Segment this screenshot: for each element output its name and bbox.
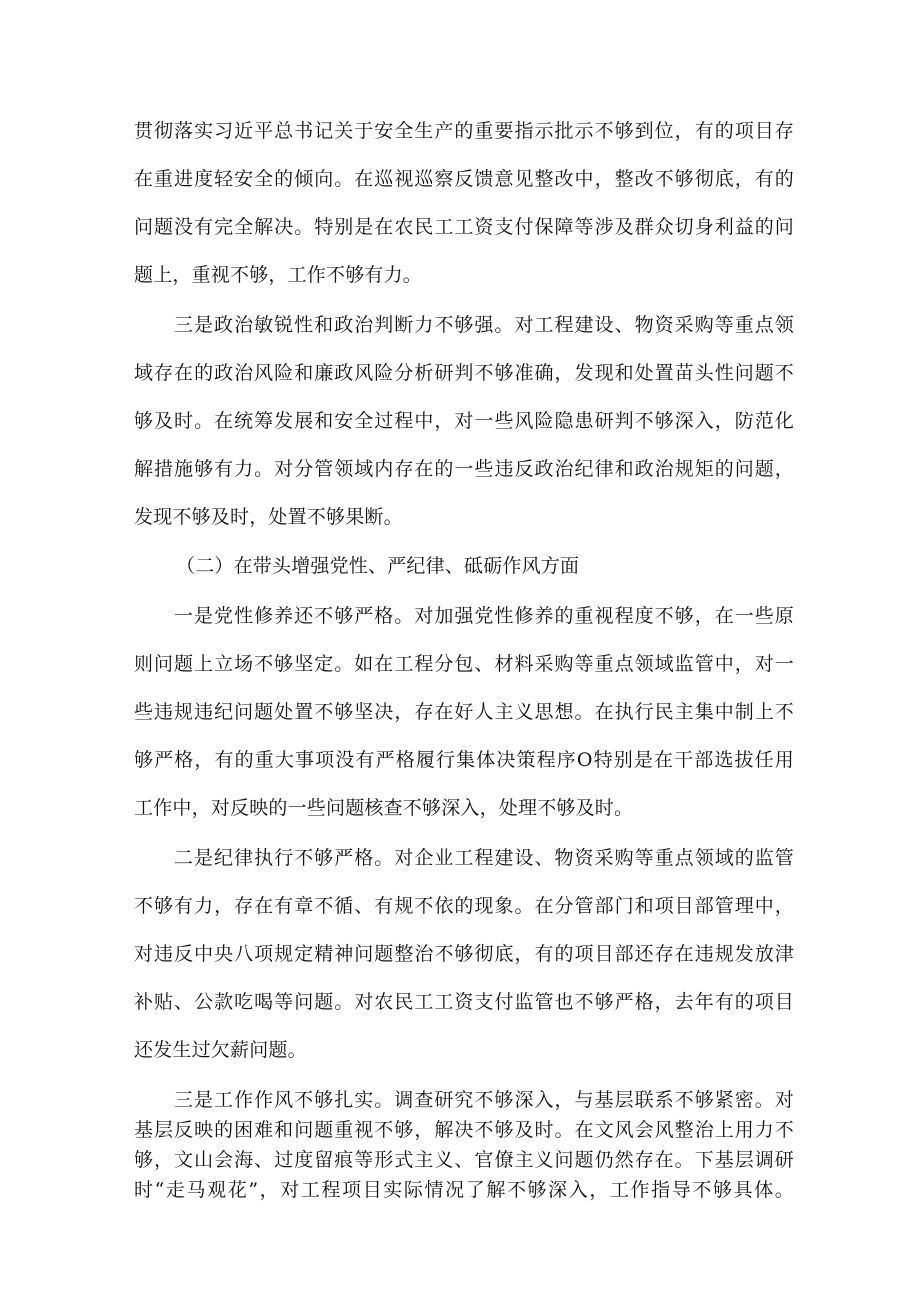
paragraph-first-line: 一是党性修养还不够严格。对加强党性修养的重视程度不够，在一些原 [174, 605, 794, 627]
paragraph-line: 不够有力，存在有章不循、有规不依的现象。在分管部门和项目部管理中， [134, 895, 794, 917]
paragraph-line: 补贴、公款吃喝等问题。对农民工工资支付监管也不够严格，去年有的项目 [134, 991, 794, 1013]
paragraph-line: 够严格，有的重大事项没有严格履行集体决策程序O特别是在干部选拔任用 [134, 749, 794, 771]
section-heading: （二）在带头增强党性、严纪律、砥砺作风方面 [176, 555, 580, 577]
paragraph-line: 还发生过欠薪问题。 [134, 1039, 307, 1061]
paragraph-first-line: 二是纪律执行不够严格。对企业工程建设、物资采购等重点领域的监管 [174, 847, 794, 869]
paragraph-line: 在重进度轻安全的倾向。在巡视巡察反馈意见整改中，整改不够彻底，有的 [134, 168, 794, 190]
paragraph-line: 发现不够及时，处置不够果断。 [134, 506, 403, 528]
paragraph-line: 时“走马观花”，对工程项目实际情况了解不够深入，工作指导不够具体。 [134, 1179, 794, 1201]
paragraph-line: 则问题上立场不够坚定。如在工程分包、材料采购等重点领域监管中，对一 [134, 653, 794, 675]
paragraph-line: 解措施够有力。对分管领域内存在的一些违反政治纪律和政治规矩的问题， [134, 458, 794, 480]
paragraph-line: 够及时。在统筹发展和安全过程中，对一些风险隐患研判不够深入，防范化 [134, 410, 794, 432]
paragraph-line: 基层反映的困难和问题重视不够，解决不够及时。在文风会风整治上用力不 [134, 1119, 794, 1141]
paragraph-first-line: 三是工作作风不够扎实。调查研究不够深入，与基层联系不够紧密。对 [174, 1089, 794, 1111]
paragraph-line: 些违规违纪问题处置不够坚决，存在好人主义思想。在执行民主集中制上不 [134, 701, 794, 723]
paragraph-line: 对违反中央八项规定精神问题整治不够彻底，有的项目部还存在违规发放津 [134, 943, 794, 965]
paragraph-line: 域存在的政治风险和廉政风险分析研判不够准确，发现和处置苗头性问题不 [134, 362, 794, 384]
paragraph-line: 问题没有完全解决。特别是在农民工工资支付保障等涉及群众切身利益的问 [134, 216, 794, 238]
paragraph-line: 工作中，对反映的一些问题核查不够深入，处理不够及时。 [134, 797, 634, 819]
paragraph-line: 贯彻落实习近平总书记关于安全生产的重要指示批示不够到位，有的项目存 [134, 120, 794, 142]
paragraph-line: 够，文山会海、过度留痕等形式主义、官僚主义问题仍然存在。下基层调研 [134, 1149, 794, 1171]
paragraph-first-line: 三是政治敏锐性和政治判断力不够强。对工程建设、物资采购等重点领 [174, 314, 794, 336]
paragraph-line: 题上，重视不够，工作不够有力。 [134, 264, 423, 286]
